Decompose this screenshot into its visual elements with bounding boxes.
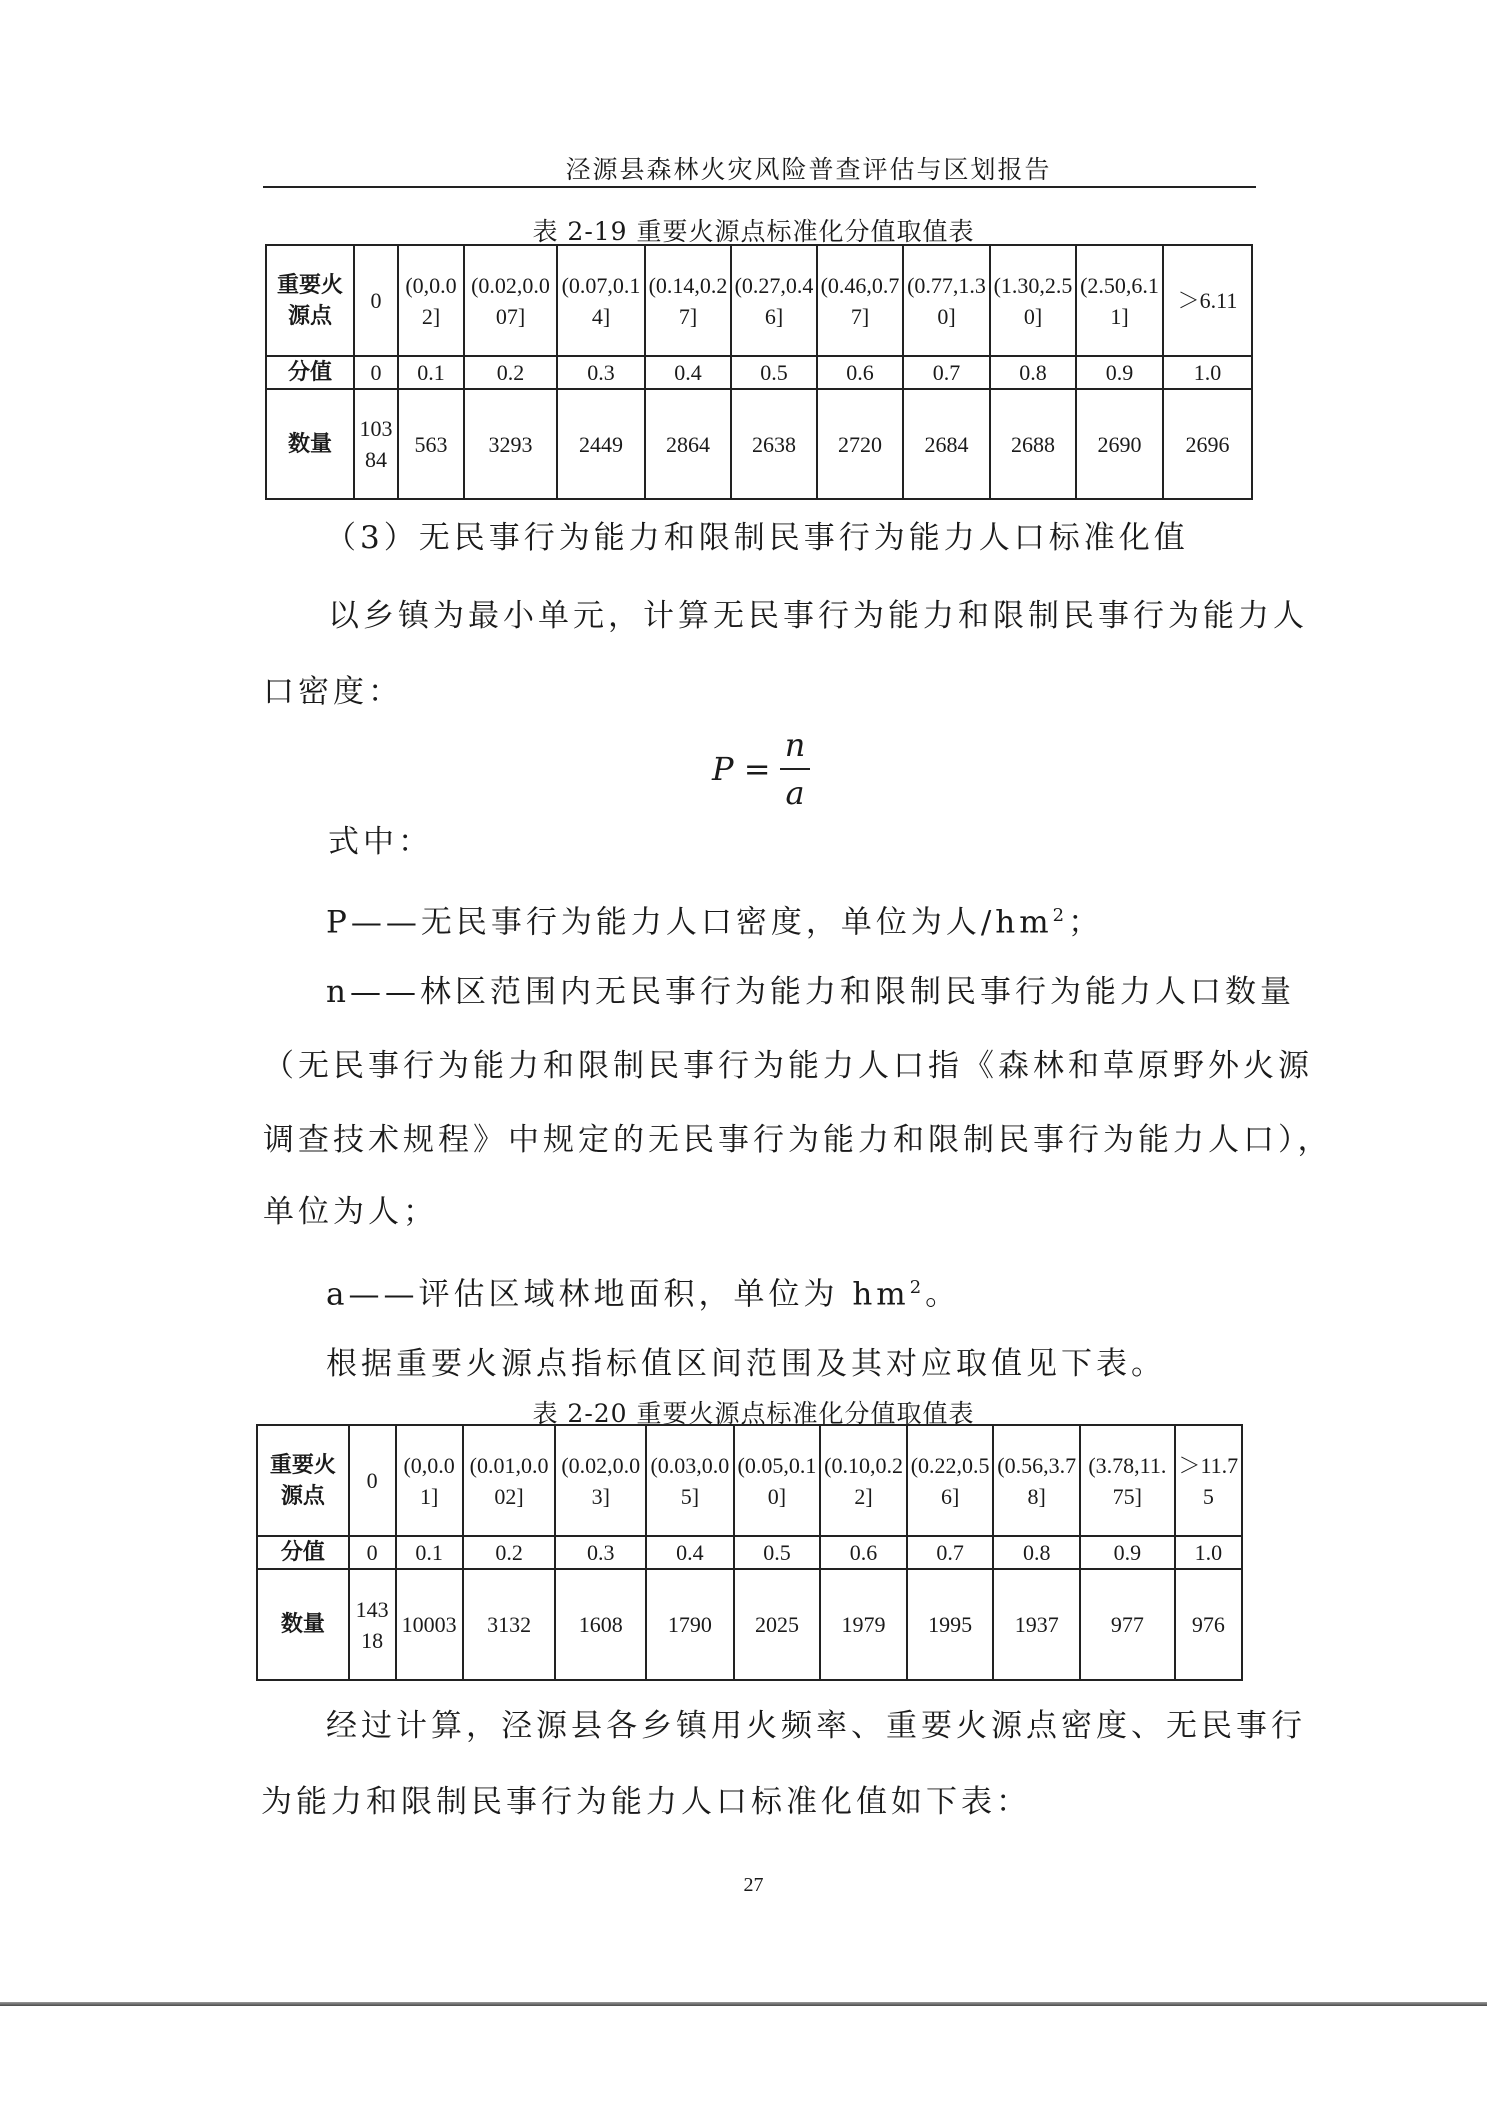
header-rule (263, 186, 1256, 188)
definition-n-line-3: 调查技术规程》中规定的无民事行为能力和限制民事行为能力人口）， (263, 1122, 1333, 1158)
count-cell: 2684 (903, 389, 990, 499)
score-cell: 0 (349, 1536, 396, 1569)
range-cell: (0.02,0.03] (555, 1425, 646, 1536)
range-row (266, 245, 1252, 356)
running-header: 泾源县森林火灾风险普查评估与区划报告 (565, 155, 1052, 184)
score-cell: 0.5 (734, 1536, 821, 1569)
range-cell: (0.46,0.77] (817, 245, 903, 356)
count-cell: 10003 (396, 1569, 463, 1680)
range-cell: (3.78,11.75] (1080, 1425, 1175, 1536)
count-cell: 3293 (464, 389, 557, 499)
row-label-count: 数量 (257, 1569, 349, 1680)
score-cell: 0.9 (1080, 1536, 1175, 1569)
range-cell: (2.50,6.11] (1076, 245, 1163, 356)
score-cell: 0.2 (464, 356, 557, 389)
range-cell: (0.27,0.46] (731, 245, 817, 356)
table-2-20 (256, 1424, 1243, 1681)
range-cell: (0.05,0.10] (734, 1425, 821, 1536)
count-cell: 2696 (1163, 389, 1252, 499)
range-cell: 0 (354, 245, 398, 356)
definition-p-end: ； (1068, 904, 1104, 941)
count-cell: 563 (398, 389, 464, 499)
range-cell: (0.10,0.22] (820, 1425, 907, 1536)
definition-p-text: P——无民事行为能力人口密度，单位为人/hm (326, 904, 1053, 941)
row-label-count: 数量 (266, 389, 354, 499)
score-cell: 0.7 (907, 1536, 994, 1569)
page-number: 27 (743, 1874, 764, 1896)
definition-p (326, 896, 1103, 942)
count-cell: 1937 (993, 1569, 1080, 1680)
superscript: 2 (1052, 905, 1069, 926)
count-cell: 3132 (463, 1569, 556, 1680)
range-cell: (0.02,0.007] (464, 245, 557, 356)
score-cell: 0.7 (903, 356, 990, 389)
section-heading: （3）无民事行为能力和限制民事行为能力人口标准化值 (325, 520, 1189, 556)
count-cell: 1995 (907, 1569, 994, 1680)
range-cell: ＞11.75 (1175, 1425, 1242, 1536)
row-label-source: 重要火源点 (266, 245, 354, 356)
count-cell: 2638 (731, 389, 817, 499)
range-cell: (0.14,0.27] (645, 245, 731, 356)
count-cell: 2690 (1076, 389, 1163, 499)
row-label-source: 重要火源点 (257, 1425, 349, 1536)
table-2-19 (265, 244, 1253, 500)
scan-edge-band (0, 2002, 1487, 2006)
range-row (257, 1425, 1242, 1536)
range-cell: (0.01,0.002] (463, 1425, 556, 1536)
count-cell: 10384 (354, 389, 398, 499)
where-label: 式中： (328, 824, 433, 860)
count-cell: 1979 (820, 1569, 907, 1680)
range-cell: 0 (349, 1425, 396, 1536)
table1-caption: 表 2-19 重要火源点标准化分值取值表 (532, 217, 975, 246)
table2-caption: 表 2-20 重要火源点标准化分值取值表 (532, 1399, 975, 1428)
score-cell: 0.3 (555, 1536, 646, 1569)
formula-fraction (780, 725, 810, 813)
range-cell: (0.56,3.78] (993, 1425, 1080, 1536)
formula-numerator: n (784, 726, 806, 764)
formula-denominator: a (785, 774, 805, 812)
count-row (266, 389, 1252, 499)
score-cell: 0.8 (990, 356, 1076, 389)
score-cell: 0.1 (396, 1536, 463, 1569)
score-cell: 0.1 (398, 356, 464, 389)
score-cell: 0.2 (463, 1536, 556, 1569)
score-row (257, 1536, 1242, 1569)
density-formula (712, 725, 812, 825)
score-cell: 0.4 (645, 356, 731, 389)
range-cell: (0,0.02] (398, 245, 464, 356)
score-cell: 1.0 (1175, 1536, 1242, 1569)
score-cell: 0.4 (646, 1536, 734, 1569)
count-cell: 2720 (817, 389, 903, 499)
score-cell: 0.6 (817, 356, 903, 389)
definition-a (326, 1268, 960, 1314)
formula-lhs: P = (712, 750, 771, 788)
score-cell: 1.0 (1163, 356, 1252, 389)
count-cell: 2025 (734, 1569, 821, 1680)
count-cell: 976 (1175, 1569, 1242, 1680)
row-label-score: 分值 (257, 1536, 349, 1569)
definition-a-text: a——评估区域林地面积，单位为 hm (326, 1276, 910, 1313)
count-cell: 977 (1080, 1569, 1175, 1680)
count-cell: 1608 (555, 1569, 646, 1680)
conclusion-line-1: 经过计算，泾源县各乡镇用火频率、重要火源点密度、无民事行 (326, 1708, 1306, 1744)
score-row (266, 356, 1252, 389)
range-cell: (0.22,0.56] (907, 1425, 994, 1536)
intro-line-2: 口密度： (263, 674, 403, 710)
definition-n-line-4: 单位为人； (263, 1194, 438, 1230)
fraction-bar (780, 768, 810, 770)
superscript: 2 (909, 1277, 926, 1298)
count-cell: 2864 (645, 389, 731, 499)
range-cell: (0.03,0.05] (646, 1425, 734, 1536)
intro-line-1: 以乡镇为最小单元，计算无民事行为能力和限制民事行为能力人 (328, 598, 1308, 634)
score-cell: 0 (354, 356, 398, 389)
count-cell: 2449 (557, 389, 645, 499)
range-cell: (0.77,1.30] (903, 245, 990, 356)
lead-in: 根据重要火源点指标值区间范围及其对应取值见下表。 (326, 1346, 1166, 1382)
definition-n-line-2: （无民事行为能力和限制民事行为能力人口指《森林和草原野外火源 (263, 1048, 1313, 1084)
conclusion-line-2: 为能力和限制民事行为能力人口标准化值如下表： (261, 1784, 1031, 1820)
count-cell: 1790 (646, 1569, 734, 1680)
range-cell: (1.30,2.50] (990, 245, 1076, 356)
range-cell: ＞6.11 (1163, 245, 1252, 356)
range-cell: (0.07,0.14] (557, 245, 645, 356)
score-cell: 0.6 (820, 1536, 907, 1569)
count-row (257, 1569, 1242, 1680)
score-cell: 0.9 (1076, 356, 1163, 389)
score-cell: 0.5 (731, 356, 817, 389)
count-cell: 14318 (349, 1569, 396, 1680)
definition-n-line-1: n——林区范围内无民事行为能力和限制民事行为能力人口数量 (326, 974, 1295, 1010)
score-cell: 0.8 (993, 1536, 1080, 1569)
definition-a-end: 。 (925, 1276, 961, 1313)
score-cell: 0.3 (557, 356, 645, 389)
row-label-score: 分值 (266, 356, 354, 389)
count-cell: 2688 (990, 389, 1076, 499)
range-cell: (0,0.01] (396, 1425, 463, 1536)
